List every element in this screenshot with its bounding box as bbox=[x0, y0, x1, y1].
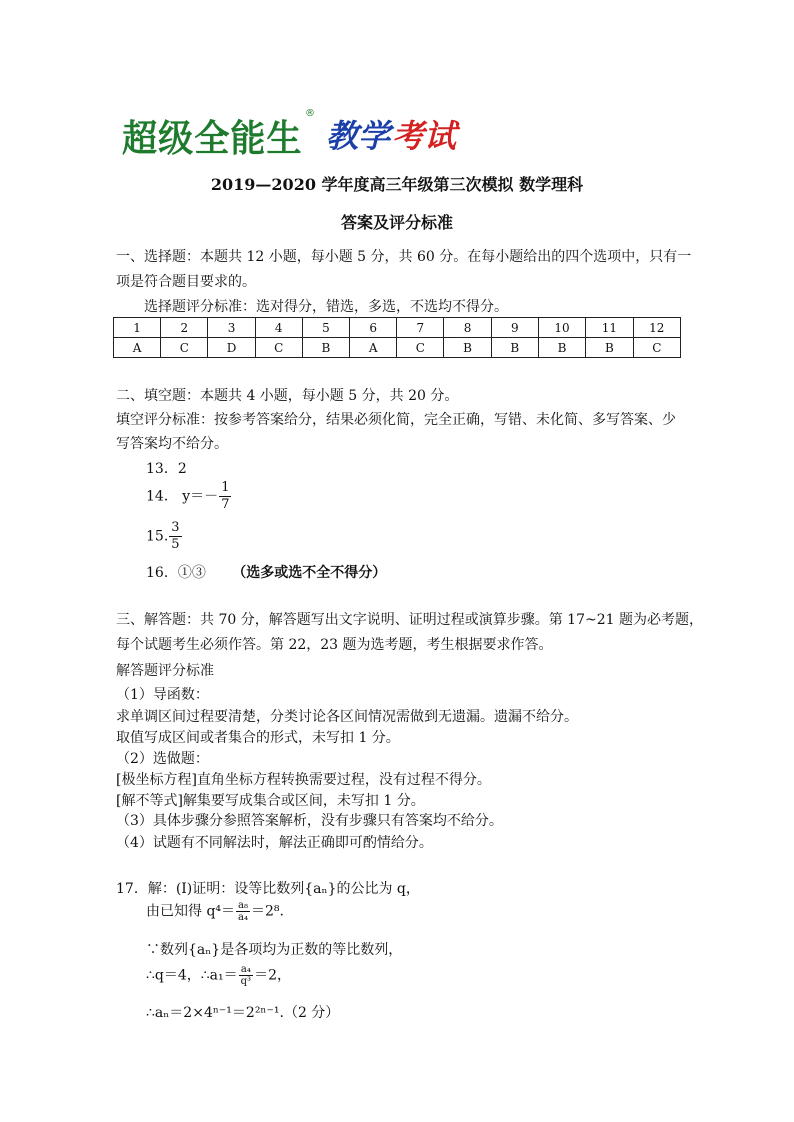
table-cell-number: 2 bbox=[161, 318, 208, 338]
table-cell-answer: C bbox=[255, 338, 302, 358]
q17-line2-prefix: 由已知得 q⁴＝ bbox=[146, 903, 236, 920]
logo-suffix-blue: 教学 bbox=[326, 117, 391, 155]
answer-16-note: （选多或选不全不得分） bbox=[232, 565, 387, 581]
q17-line3: ∵数列{aₙ}是各项均为正数的等比数列， bbox=[146, 942, 403, 958]
table-cell-answer: A bbox=[350, 338, 397, 358]
table-cell-number: 7 bbox=[397, 318, 444, 338]
criteria-1-title: （1）导函数： bbox=[116, 687, 209, 703]
table-cell-answer: B bbox=[586, 338, 633, 358]
table-cell-answer: B bbox=[444, 338, 491, 358]
brand-logo bbox=[122, 108, 482, 160]
table-cell-answer: B bbox=[538, 338, 585, 358]
table-cell-answer: D bbox=[208, 338, 255, 358]
table-cell-number: 4 bbox=[255, 318, 302, 338]
fraction-denominator: 5 bbox=[171, 537, 180, 552]
table-cell-answer: C bbox=[633, 338, 680, 358]
criteria-4: （4）试题有不同解法时，解法正确即可酌情给分。 bbox=[116, 835, 433, 851]
answer-table bbox=[113, 317, 681, 358]
fraction-numerator: 1 bbox=[221, 480, 230, 495]
table-cell-number: 9 bbox=[491, 318, 538, 338]
criteria-2-line2: [解不等式]解集要写成集合或区间，未写扣 1 分。 bbox=[116, 793, 425, 809]
q17-line4-prefix: ∴q＝4，∴a₁＝ bbox=[146, 967, 238, 984]
answer-table-answer-row bbox=[114, 338, 681, 358]
table-cell-number: 12 bbox=[633, 318, 680, 338]
criteria-1-line1: 求单调区间过程要清楚，分类讨论各区间情况需做到无遗漏。遗漏不给分。 bbox=[116, 709, 578, 725]
answer-15-fraction bbox=[169, 520, 181, 553]
section3-heading-line1: 三、解答题：共 70 分，解答题写出文字说明、证明过程或演算步骤。第 17~21 题为必考题， bbox=[116, 612, 703, 628]
table-cell-answer: B bbox=[491, 338, 538, 358]
q17-line5: ∴aₙ＝2×4ⁿ⁻¹＝2²ⁿ⁻¹.（2 分） bbox=[146, 1005, 340, 1021]
q17-line2-suffix: ＝2⁸. bbox=[251, 903, 284, 920]
answer-15-prefix: 15. bbox=[146, 528, 169, 545]
table-cell-answer: C bbox=[161, 338, 208, 358]
q17-line4-suffix: ＝2， bbox=[254, 967, 291, 984]
answer-14-prefix: 14． y＝－ bbox=[146, 488, 219, 505]
table-cell-answer: C bbox=[397, 338, 444, 358]
table-cell-number: 6 bbox=[350, 318, 397, 338]
criteria-3: （3）具体步骤分参照答案解析，没有步骤只有答案均不给分。 bbox=[116, 813, 503, 829]
table-cell-number: 1 bbox=[114, 318, 161, 338]
fraction-denominator: 7 bbox=[221, 497, 230, 512]
section1-heading-line1: 一、选择题：本题共 12 小题，每小题 5 分，共 60 分。在每小题给出的四个选项中，只有一 bbox=[116, 249, 692, 265]
logo-registered-mark: ® bbox=[305, 108, 315, 119]
answer-15 bbox=[146, 520, 183, 553]
logo-suffix-red: 考试 bbox=[392, 117, 457, 155]
document-subtitle: 答案及评分标准 bbox=[340, 213, 453, 232]
fraction-numerator: a₈ bbox=[238, 900, 249, 911]
table-cell-answer: A bbox=[114, 338, 161, 358]
fraction-denominator: a₄ bbox=[238, 912, 249, 923]
document-title: 2019—2020 学年度高三年级第三次模拟 数学理科 bbox=[210, 175, 584, 194]
fraction-denominator: q³ bbox=[240, 976, 252, 987]
answer-14 bbox=[146, 480, 232, 513]
section2-criteria-line1: 填空评分标准：按参考答案给分，结果必须化简，完全正确，写错、未化简、多写答案、少 bbox=[116, 412, 676, 428]
criteria-2-title: （2）选做题： bbox=[116, 751, 209, 767]
table-cell-number: 8 bbox=[444, 318, 491, 338]
q17-line4 bbox=[146, 964, 291, 987]
section2-criteria-line2: 写答案均不给分。 bbox=[116, 436, 228, 452]
table-cell-number: 3 bbox=[208, 318, 255, 338]
section1-heading-line2: 项是符合题目要求的。 bbox=[116, 274, 256, 290]
table-cell-number: 5 bbox=[302, 318, 349, 338]
q17-line1: 17．解：(Ⅰ)证明：设等比数列{aₙ}的公比为 q， bbox=[116, 881, 420, 897]
q17-line2 bbox=[146, 900, 284, 923]
answer-14-fraction bbox=[219, 480, 231, 513]
table-cell-number: 10 bbox=[538, 318, 585, 338]
fraction-numerator: 3 bbox=[171, 520, 180, 535]
section3-criteria-title: 解答题评分标准 bbox=[116, 663, 214, 679]
answer-16-value: 16．①③ bbox=[146, 565, 206, 581]
answer-16 bbox=[146, 562, 386, 582]
answer-table-number-row bbox=[114, 318, 681, 338]
table-cell-answer: B bbox=[302, 338, 349, 358]
table-cell-number: 11 bbox=[586, 318, 633, 338]
logo-brand-text: 超级全能生 bbox=[122, 117, 303, 160]
section3-heading-line2: 每个试题考生必须作答。第 22，23 题为选考题，考生根据要求作答。 bbox=[116, 637, 553, 653]
fraction-numerator: a₄ bbox=[239, 964, 253, 976]
q17-line2-fraction bbox=[236, 900, 250, 923]
section1-criteria: 选择题评分标准：选对得分，错选，多选，不选均不得分。 bbox=[144, 299, 508, 315]
criteria-1-line2: 取值写成区间或者集合的形式，未写扣 1 分。 bbox=[116, 730, 400, 746]
criteria-2-line1: [极坐标方程]直角坐标方程转换需要过程，没有过程不得分。 bbox=[116, 772, 491, 788]
q17-line4-fraction bbox=[239, 964, 253, 987]
section2-heading: 二、填空题：本题共 4 小题，每小题 5 分，共 20 分。 bbox=[116, 388, 459, 404]
answer-13: 13．2 bbox=[146, 461, 187, 477]
